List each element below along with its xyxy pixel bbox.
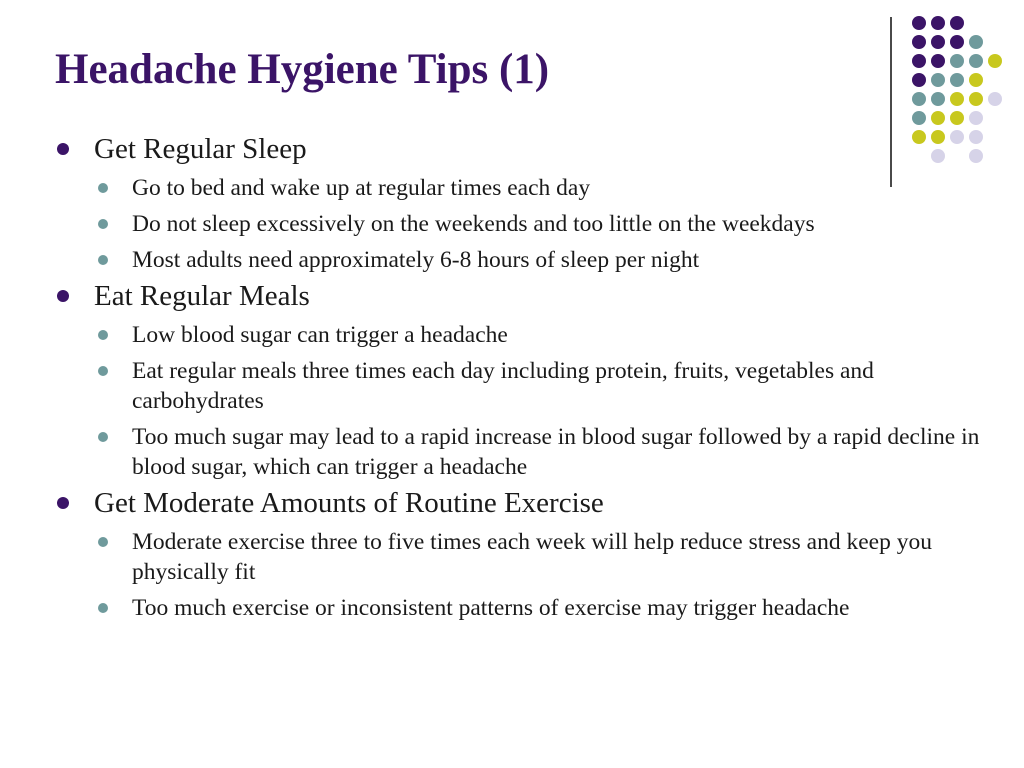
bullet-section xyxy=(57,278,1007,314)
sub-bullet-text: Too much exercise or inconsistent patterns of exercise may trigger headache xyxy=(132,595,850,621)
section-heading: Eat Regular Meals xyxy=(94,280,310,312)
sub-bullet-list xyxy=(57,320,1007,482)
sub-bullet-item xyxy=(57,245,992,275)
decorative-dot xyxy=(931,16,945,30)
sub-bullet-icon xyxy=(98,537,108,547)
decorative-dot xyxy=(931,54,945,68)
decorative-dot xyxy=(950,54,964,68)
decorative-dot xyxy=(912,54,926,68)
bullet-icon xyxy=(57,497,69,509)
sub-bullet-item xyxy=(57,320,992,350)
sub-bullet-icon xyxy=(98,183,108,193)
decorative-dot xyxy=(931,92,945,106)
section-heading: Get Moderate Amounts of Routine Exercise xyxy=(94,487,604,519)
sub-bullet-text: Do not sleep excessively on the weekends and too little on the weekdays xyxy=(132,211,815,237)
sub-bullet-list xyxy=(57,527,1007,623)
decorative-dot xyxy=(931,73,945,87)
sub-bullet-icon xyxy=(98,330,108,340)
decorative-dot xyxy=(969,54,983,68)
sub-bullet-icon xyxy=(98,366,108,376)
bullet-icon xyxy=(57,290,69,302)
decorative-dot xyxy=(950,92,964,106)
sub-bullet-text: Most adults need approximately 6-8 hours of sleep per night xyxy=(132,247,700,273)
sub-bullet-text: Too much sugar may lead to a rapid increase in blood sugar followed by a rapid decline in blood sugar, which can trigger a headache xyxy=(132,424,980,480)
sub-bullet-item xyxy=(57,593,992,623)
sub-bullet-item xyxy=(57,173,992,203)
decorative-dot xyxy=(950,35,964,49)
sub-bullet-item xyxy=(57,209,992,239)
sub-bullet-text: Eat regular meals three times each day including protein, fruits, vegetables and carbohydrates xyxy=(132,358,874,414)
bullet-section xyxy=(57,131,1007,167)
decorative-dot xyxy=(969,73,983,87)
decorative-dot xyxy=(988,92,1002,106)
sub-bullet-icon xyxy=(98,603,108,613)
section-heading: Get Regular Sleep xyxy=(94,133,307,165)
sub-bullet-text: Go to bed and wake up at regular times each day xyxy=(132,175,591,201)
decorative-dot xyxy=(969,35,983,49)
decorative-dot xyxy=(969,92,983,106)
sub-bullet-list xyxy=(57,173,1007,275)
bullet-section xyxy=(57,485,1007,521)
decorative-dot xyxy=(912,73,926,87)
sub-bullet-item xyxy=(57,356,992,416)
decorative-dot xyxy=(931,35,945,49)
decorative-dot xyxy=(950,111,964,125)
decorative-dot xyxy=(912,92,926,106)
sub-bullet-item xyxy=(57,422,992,482)
decorative-dot xyxy=(912,35,926,49)
decorative-dot xyxy=(912,16,926,30)
decorative-dot xyxy=(950,16,964,30)
sub-bullet-icon xyxy=(98,255,108,265)
decorative-dot xyxy=(950,73,964,87)
slide-body xyxy=(57,128,1007,623)
decorative-dot xyxy=(988,54,1002,68)
sub-bullet-item xyxy=(57,527,992,587)
sub-bullet-text: Low blood sugar can trigger a headache xyxy=(132,322,508,348)
sub-bullet-icon xyxy=(98,219,108,229)
decorative-dot xyxy=(969,111,983,125)
decorative-dot xyxy=(931,111,945,125)
bullet-icon xyxy=(57,143,69,155)
sub-bullet-text: Moderate exercise three to five times each week will help reduce stress and keep you physically fit xyxy=(132,529,932,585)
decorative-dot xyxy=(912,111,926,125)
slide-title: Headache Hygiene Tips (1) xyxy=(55,46,550,93)
sub-bullet-icon xyxy=(98,432,108,442)
